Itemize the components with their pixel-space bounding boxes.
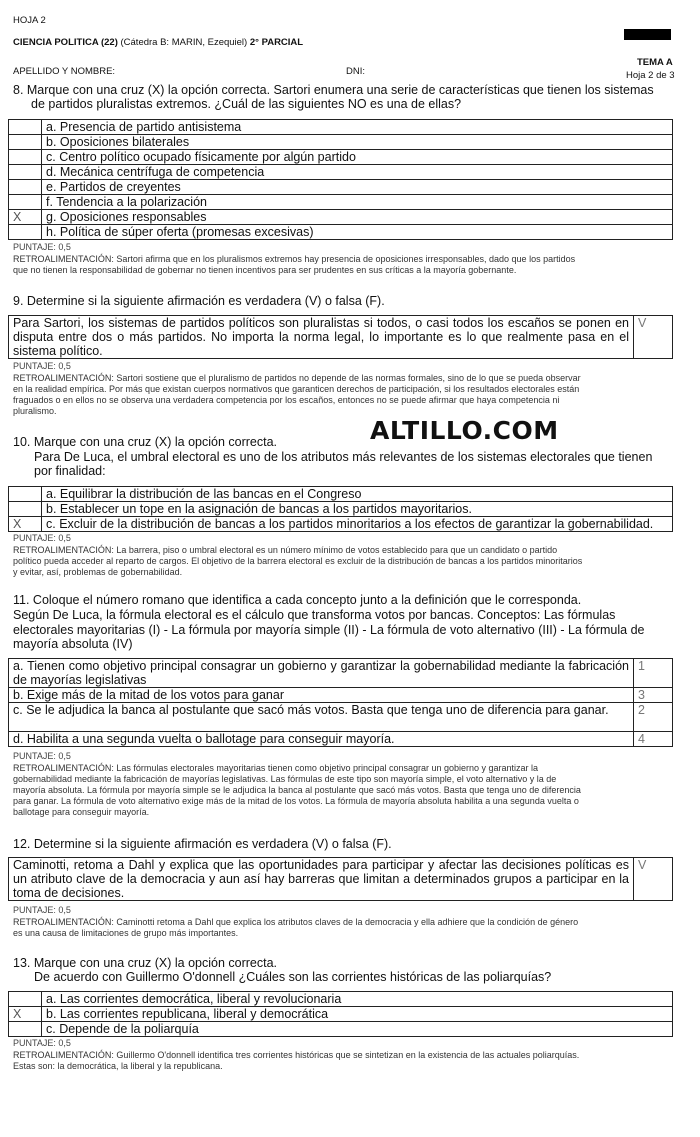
option-mark[interactable] xyxy=(9,120,42,135)
option-mark[interactable] xyxy=(9,992,42,1007)
q10-prompt-line1: 10. Marque con una cruz (X) la opción correcta. xyxy=(13,435,278,449)
option-text: b. Oposiciones bilaterales xyxy=(42,135,673,150)
matching-definition: b. Exige más de la mitad de los votos para ganar xyxy=(9,688,634,703)
option-text: f. Tendencia a la polarización xyxy=(42,195,673,210)
option-text: d. Mecánica centrífuga de competencia xyxy=(42,165,673,180)
redaction-bar xyxy=(624,29,671,40)
q9-feedback-3: fraguados o en ellos no se observa una verdadera competencia por los escaños, entonces no se puede afirmar que haya competencia ni xyxy=(13,395,560,405)
q11-feedback-5: ballotage para conseguir mayoría. xyxy=(13,807,150,817)
q9-statement-table xyxy=(8,315,673,359)
matching-row xyxy=(9,703,673,732)
option-mark[interactable] xyxy=(9,1022,42,1037)
q8-prompt-line2: de partidos pluralistas extremos. ¿Cuál de las siguientes NO es una de ellas? xyxy=(31,97,462,111)
option-text: c. Centro político ocupado físicamente por algún partido xyxy=(42,150,673,165)
course-title xyxy=(13,37,303,48)
q10-prompt-line3: por finalidad: xyxy=(34,464,106,478)
matching-answer[interactable]: 3 xyxy=(634,688,673,703)
q12-score: PUNTAJE: 0,5 xyxy=(13,905,71,915)
option-mark[interactable] xyxy=(9,165,42,180)
q9-prompt: 9. Determine si la siguiente afirmación es verdadera (V) o falsa (F). xyxy=(13,294,385,308)
q9-statement: Para Sartori, los sistemas de partidos políticos son pluralistas si todos, o casi todos los escaños se ponen en disputa entre dos o más partidos. No importa la norma legal, lo importante es lo que realmente pasa en el sistema político. xyxy=(9,316,634,359)
option-row[interactable] xyxy=(9,517,673,532)
sheet-label: HOJA 2 xyxy=(13,15,46,26)
option-mark[interactable] xyxy=(9,150,42,165)
q11-prompt-line1: 11. Coloque el número romano que identifica a cada concepto junto a la definición que le corresponda. xyxy=(13,593,582,607)
option-text: g. Oposiciones responsables xyxy=(42,210,673,225)
matching-answer[interactable]: 4 xyxy=(634,732,673,747)
matching-definition: d. Habilita a una segunda vuelta o ballotage para conseguir mayoría. xyxy=(9,732,634,747)
matching-answer[interactable]: 1 xyxy=(634,659,673,688)
option-mark[interactable] xyxy=(9,180,42,195)
q11-score: PUNTAJE: 0,5 xyxy=(13,751,71,761)
option-row[interactable] xyxy=(9,120,673,135)
dni-field-label: DNI: xyxy=(346,66,365,77)
option-text: a. Equilibrar la distribución de las bancas en el Congreso xyxy=(42,487,673,502)
q10-feedback-3: y evitar, así, problemas de gobernabilidad. xyxy=(13,567,183,577)
option-row[interactable] xyxy=(9,225,673,240)
option-text: a. Las corrientes democrática, liberal y revolucionaria xyxy=(42,992,673,1007)
q13-prompt-line2: De acuerdo con Guillermo O'donnell ¿Cuáles son las corrientes históricas de las poliarquías? xyxy=(34,970,552,984)
q9-feedback-1: RETROALIMENTACIÓN: Sartori sostiene que el pluralismo de partidos no depende de las normas formales, sino de lo que se pueda observar xyxy=(13,373,581,383)
q10-options-table xyxy=(8,486,673,532)
option-mark[interactable] xyxy=(9,225,42,240)
q11-feedback-2: gobernabilidad mediante la fabricación de mayorías legislativas. Las fórmulas de este tipo son mayoría simple, el voto alternativo y la de xyxy=(13,774,557,784)
q12-prompt: 12. Determine si la siguiente afirmación es verdadera (V) o falsa (F). xyxy=(13,837,392,851)
q8-prompt-line1: 8. Marque con una cruz (X) la opción correcta. Sartori enumera una serie de características que tienen los sistemas xyxy=(13,83,654,97)
option-row[interactable] xyxy=(9,1022,673,1037)
option-text: a. Presencia de partido antisistema xyxy=(42,120,673,135)
q12-answer[interactable]: V xyxy=(634,858,673,901)
option-text: h. Política de súper oferta (promesas excesivas) xyxy=(42,225,673,240)
q11-prompt-line3: electorales mayoritarias (I) - La fórmula por mayoría simple (II) - La fórmula de voto alternativo (III) - La fórmula de xyxy=(13,623,645,637)
q10-score: PUNTAJE: 0,5 xyxy=(13,533,71,543)
option-row[interactable] xyxy=(9,180,673,195)
option-row[interactable] xyxy=(9,502,673,517)
exam-name: 2° PARCIAL xyxy=(249,37,304,48)
option-row[interactable] xyxy=(9,1007,673,1022)
option-row[interactable] xyxy=(9,487,673,502)
option-mark[interactable]: X xyxy=(9,1007,42,1022)
option-mark[interactable] xyxy=(9,502,42,517)
q12-statement: Caminotti, retoma a Dahl y explica que las oportunidades para participar y afectar las decisiones políticas es un atributo clave de la democracia y aun así hay barreras que limitan a determinados grupos a participar en la toma de decisiones. xyxy=(9,858,634,901)
q11-feedback-3: mayoría absoluta. La fórmula por mayoría simple se le adjudica la banca al postulante que sacó más votos. Basta que tenga uno de diferencia xyxy=(13,785,581,795)
option-row[interactable] xyxy=(9,165,673,180)
option-mark[interactable] xyxy=(9,487,42,502)
q10-feedback-1: RETROALIMENTACIÓN: La barrera, piso o umbral electoral es un número mínimo de votos establecido para que un candidato o partido xyxy=(13,545,558,555)
option-text: e. Partidos de creyentes xyxy=(42,180,673,195)
q12-feedback-1: RETROALIMENTACIÓN: Caminotti retoma a Dahl que explica los atributos claves de la democracia y ella adhiere que la condición de género xyxy=(13,917,579,927)
q11-prompt-line4: mayoría absoluta (IV) xyxy=(13,637,133,651)
tema-label: TEMA A xyxy=(637,57,673,68)
q13-prompt-line1: 13. Marque con una cruz (X) la opción correcta. xyxy=(13,956,278,970)
option-mark[interactable] xyxy=(9,135,42,150)
q8-options-table xyxy=(8,119,673,240)
option-mark[interactable]: X xyxy=(9,517,42,532)
option-text: b. Establecer un tope en la asignación de bancas a los partidos mayoritarios. xyxy=(42,502,673,517)
q11-feedback-1: RETROALIMENTACIÓN: Las fórmulas electorales mayoritarias tienen como objetivo principal consagrar un gobierno y garantizar la xyxy=(13,763,539,773)
q8-score: PUNTAJE: 0,5 xyxy=(13,242,71,252)
matching-definition: a. Tienen como objetivo principal consagrar un gobierno y garantizar la gobernabilidad mediante la fabricación de mayorías legislativas xyxy=(9,659,634,688)
matching-row xyxy=(9,688,673,703)
q13-feedback-1: RETROALIMENTACIÓN: Guillermo O'donnell identifica tres corrientes históricas que se sintetizan en la existencia de las actuales poliarquías. xyxy=(13,1050,580,1060)
matching-definition: c. Se le adjudica la banca al postulante que sacó más votos. Basta que tenga uno de diferencia para ganar. xyxy=(9,703,634,732)
option-text: c. Depende de la poliarquía xyxy=(42,1022,673,1037)
q12-feedback-2: es una causa de limitaciones de grupo más importantes. xyxy=(13,928,239,938)
q9-answer[interactable]: V xyxy=(634,316,673,359)
q8-feedback-1: RETROALIMENTACIÓN: Sartori afirma que en los pluralismos extremos hay presencia de oposiciones irresponsables, dado que los partidos xyxy=(13,254,576,264)
q10-prompt-line2: Para De Luca, el umbral electoral es uno de los atributos más relevantes de los sistemas electorales que tienen xyxy=(34,450,653,464)
q11-prompt-line2: Según De Luca, la fórmula electoral es el cálculo que transforma votos por bancas. Conceptos: Las fórmulas xyxy=(13,608,616,622)
matching-row xyxy=(9,732,673,747)
q8-feedback-2: que no tienen la responsabilidad de gobernar no tienen incentivos para ser prudentes en sus críticas a la mayoría gobernante. xyxy=(13,265,517,275)
q9-score: PUNTAJE: 0,5 xyxy=(13,361,71,371)
q13-feedback-2: Estas son: la democrática, la liberal y la republicana. xyxy=(13,1061,223,1071)
q13-options-table xyxy=(8,991,673,1037)
matching-row xyxy=(9,659,673,688)
option-row[interactable] xyxy=(9,210,673,225)
name-field-label: APELLIDO Y NOMBRE: xyxy=(13,66,116,77)
q13-score: PUNTAJE: 0,5 xyxy=(13,1038,71,1048)
option-text: b. Las corrientes republicana, liberal y democrática xyxy=(42,1007,673,1022)
q11-feedback-4: para ganar. La fórmula de voto alternativo exige más de la mitad de los votos. La fórmula de mayoría absoluta habilita a una segunda vuelta o xyxy=(13,796,579,806)
option-text: c. Excluir de la distribución de bancas a los partidos minoritarios a los efectos de garantizar la gobernabilidad. xyxy=(42,517,673,532)
course-name: CIENCIA POLITICA (22) xyxy=(13,37,118,48)
page-number: Hoja 2 de 3 xyxy=(626,70,675,81)
q10-feedback-2: político pueda acceder al reparto de cargos. El objetivo de la barrera electoral es excluir de la distribución de bancas a los partidos minoritarios xyxy=(13,556,583,566)
q9-feedback-4: pluralismo. xyxy=(13,406,57,416)
option-row[interactable] xyxy=(9,992,673,1007)
option-row[interactable] xyxy=(9,135,673,150)
option-row[interactable] xyxy=(9,150,673,165)
option-row[interactable] xyxy=(9,195,673,210)
option-mark[interactable] xyxy=(9,195,42,210)
q11-matching-table xyxy=(8,658,673,747)
altillo-watermark-logo: ALTILLO.COM xyxy=(370,416,559,445)
q9-feedback-2: en la realidad empírica. Por más que existan cuerpos normativos que garanticen derechos de participación, si los resultados electorales están xyxy=(13,384,580,394)
option-mark[interactable]: X xyxy=(9,210,42,225)
q12-statement-table xyxy=(8,857,673,901)
catedra: (Cátedra B: MARIN, Ezequiel) xyxy=(120,37,248,48)
matching-answer[interactable]: 2 xyxy=(634,703,673,732)
